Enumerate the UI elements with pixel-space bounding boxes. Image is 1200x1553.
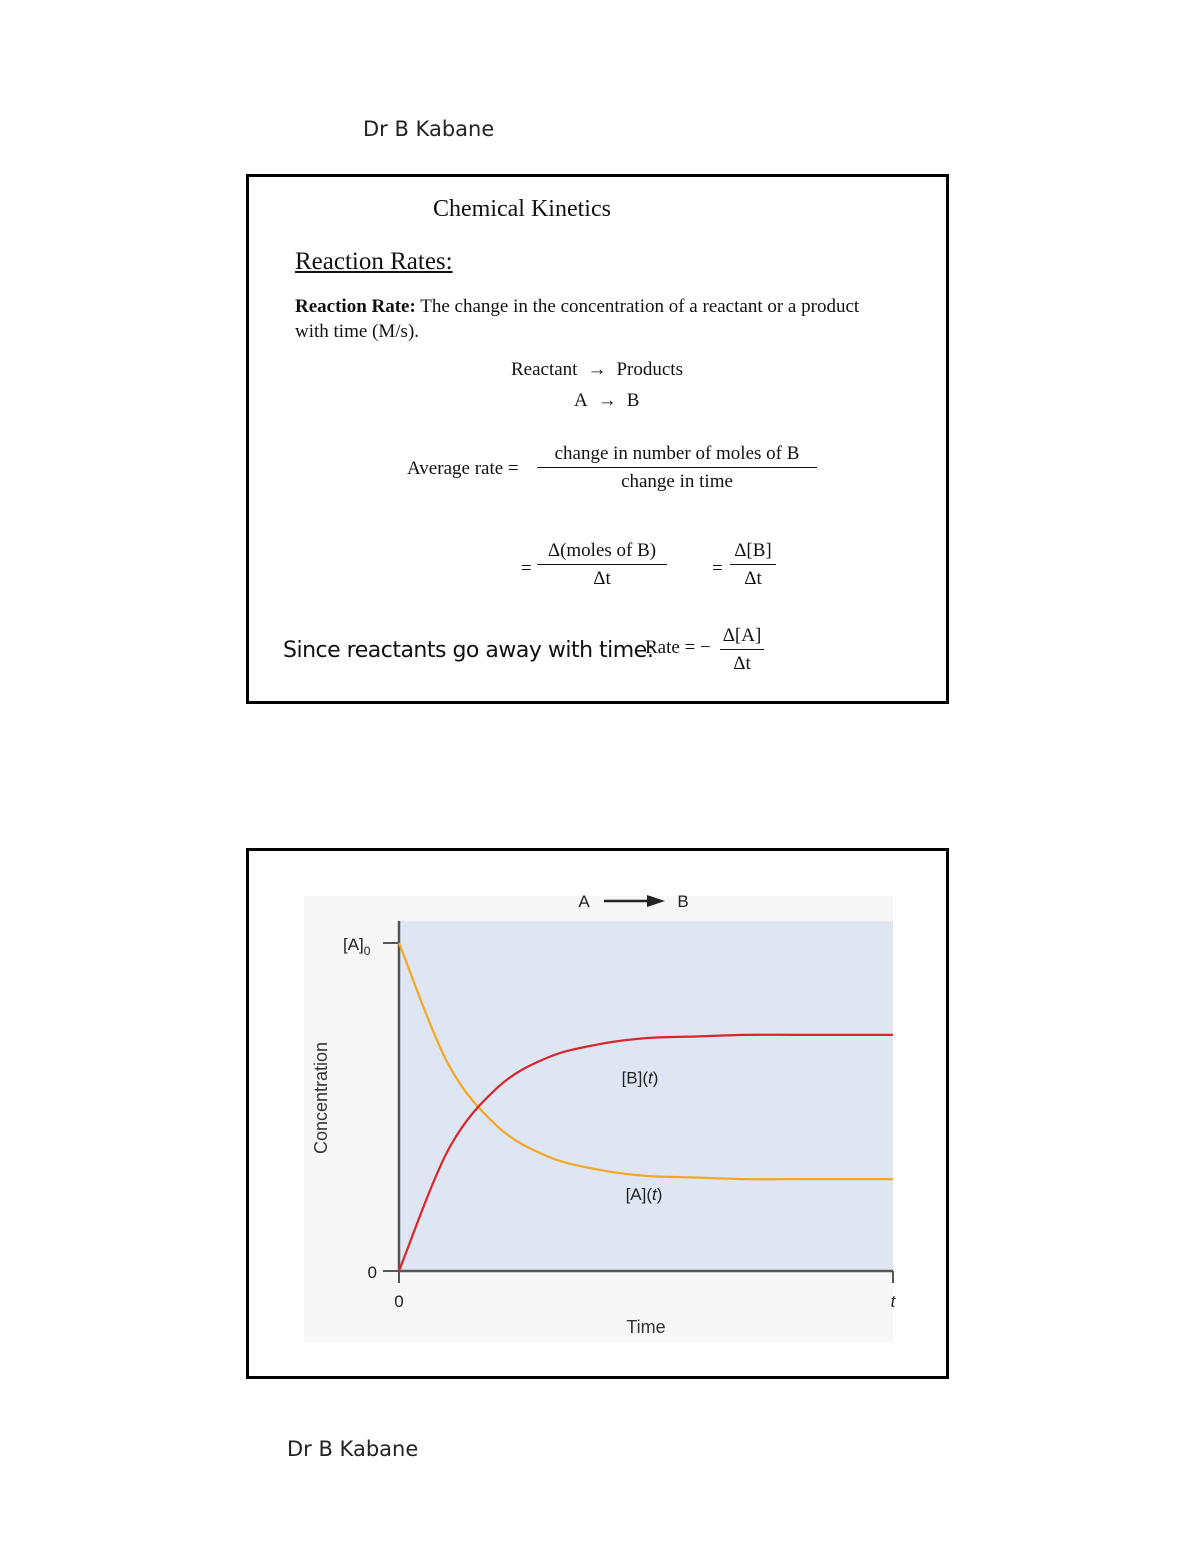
rate-denominator: Δt bbox=[733, 653, 751, 674]
eq2-left: A bbox=[574, 390, 588, 411]
slide-reaction-rates bbox=[246, 174, 949, 704]
rate-fraction bbox=[720, 623, 764, 678]
moles-denominator: Δt bbox=[593, 568, 611, 589]
moles-fraction bbox=[537, 538, 667, 593]
x-axis-label: Time bbox=[626, 1317, 666, 1337]
average-rate-fraction bbox=[537, 441, 817, 496]
average-rate-numerator: change in number of moles of B bbox=[537, 441, 817, 468]
definition-term: Reaction Rate: bbox=[295, 296, 416, 317]
equation-a-b bbox=[574, 390, 639, 412]
y-tick-label-zero: 0 bbox=[367, 1263, 377, 1282]
eq4-equals: = bbox=[712, 558, 723, 579]
chart-title-left: A bbox=[578, 892, 590, 911]
y-tick-label-a0: $[A]_0$ bbox=[343, 935, 371, 958]
rate-label: Rate = − bbox=[645, 637, 711, 658]
rate-numerator: Δ[A] bbox=[720, 623, 764, 650]
concentration-chart bbox=[249, 851, 946, 1376]
plot-area bbox=[399, 921, 893, 1271]
series-label-a: [A](t) bbox=[625, 1184, 663, 1204]
since-text: Since reactants go away with time: bbox=[283, 638, 654, 663]
definition-text: The change in the concentration of a reactant or a product with time (M/s). bbox=[295, 296, 860, 342]
eq3-equals: = bbox=[521, 558, 532, 579]
concentration-b-denominator: Δt bbox=[744, 568, 762, 589]
x-tick-label-zero: 0 bbox=[394, 1292, 404, 1311]
concentration-b-numerator: Δ[B] bbox=[730, 538, 776, 565]
equation-reactant-products bbox=[511, 359, 683, 381]
eq2-right: B bbox=[626, 390, 640, 411]
slide-concentration-chart bbox=[246, 848, 949, 1379]
concentration-b-fraction bbox=[730, 538, 776, 593]
eq1-arrow: → bbox=[587, 359, 607, 380]
section-heading: Reaction Rates: bbox=[295, 248, 453, 275]
eq1-left: Reactant bbox=[511, 359, 578, 380]
definition bbox=[295, 294, 895, 344]
chart-title-right: B bbox=[677, 892, 689, 911]
moles-numerator: Δ(moles of B) bbox=[537, 538, 667, 565]
eq1-right: Products bbox=[616, 359, 683, 380]
average-rate-label: Average rate = bbox=[407, 458, 519, 479]
series-label-b: [B](t) bbox=[621, 1068, 659, 1088]
slide-title: Chemical Kinetics bbox=[433, 196, 611, 222]
y-axis-label: Concentration bbox=[311, 1041, 331, 1155]
x-tick-label-t: t bbox=[890, 1292, 896, 1311]
footer-author: Dr B Kabane bbox=[287, 1437, 419, 1461]
eq2-arrow: → bbox=[597, 390, 617, 411]
header-author: Dr B Kabane bbox=[363, 117, 495, 141]
average-rate-denominator: change in time bbox=[621, 471, 733, 492]
